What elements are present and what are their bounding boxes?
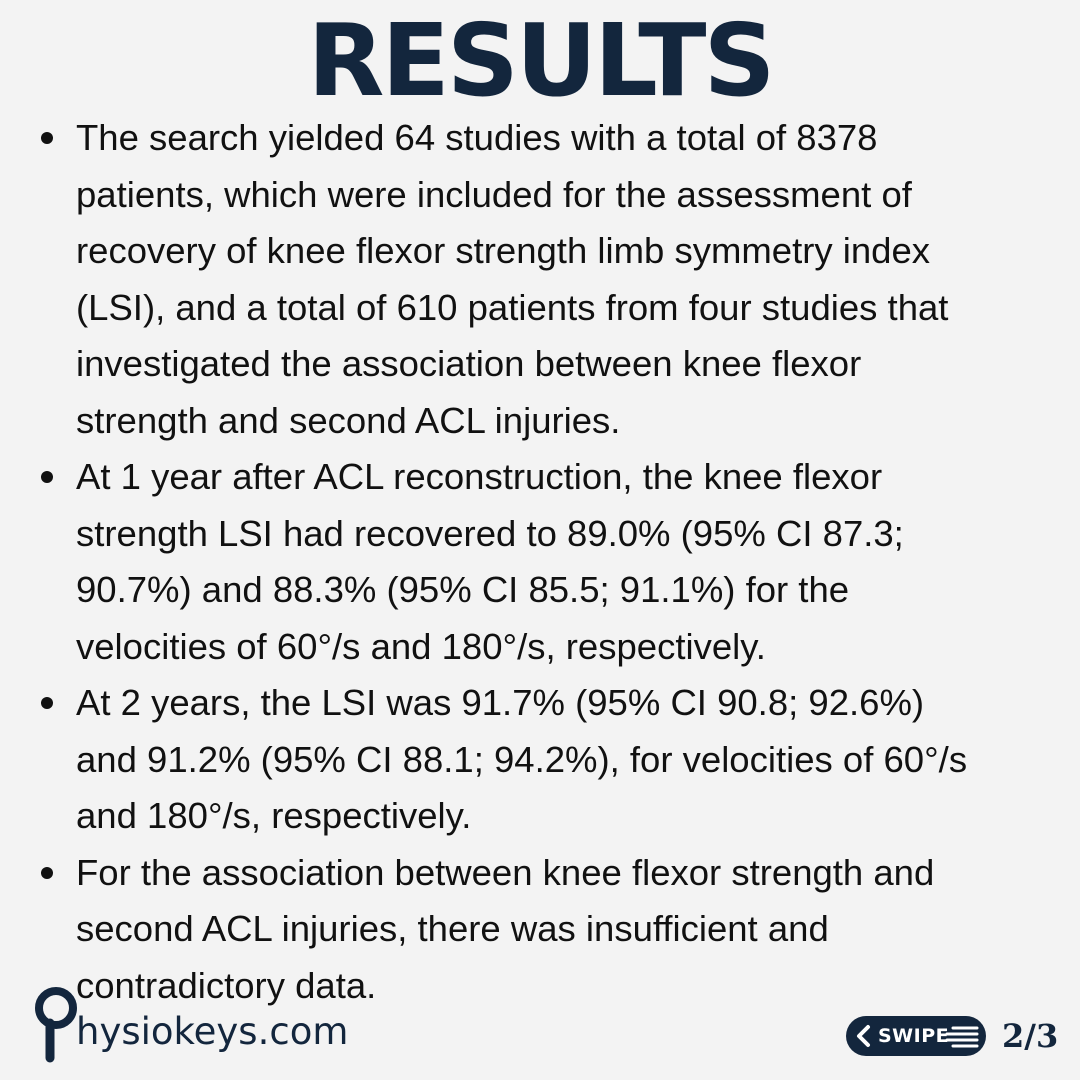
- bullet-line: and 180°/s, respectively.: [76, 795, 472, 836]
- bullet-dot-icon: [41, 132, 53, 144]
- bullet-line: The search yielded 64 studies with a total of 8378: [76, 117, 878, 158]
- page-indicator: 2/3: [1002, 1017, 1059, 1055]
- bullet-line: strength LSI had recovered to 89.0% (95% CI 87.3;: [76, 512, 904, 554]
- result-bullet: [36, 675, 1066, 845]
- result-bullet: [36, 449, 1066, 675]
- bullet-line: For the association between knee flexor strength and: [76, 851, 935, 893]
- logo-text: hysiokeys.com: [76, 1010, 349, 1053]
- result-bullet: [36, 110, 1066, 449]
- page-title: RESULTS: [307, 2, 773, 119]
- swipe-button[interactable]: [846, 1016, 986, 1056]
- bullet-line: velocities of 60°/s and 180°/s, respectively.: [76, 625, 766, 667]
- bullet-line: strength and second ACL injuries.: [76, 399, 621, 441]
- chevron-left-icon: [854, 1024, 874, 1048]
- bullet-line: and 91.2% (95% CI 88.1; 94.2%), for velocities of 60°/s: [76, 738, 968, 780]
- bullet-line: recovery of knee flexor strength limb symmetry index: [76, 230, 931, 271]
- physiokeys-logo[interactable]: [34, 986, 364, 1066]
- bullet-line: At 1 year after ACL reconstruction, the knee flexor: [76, 456, 883, 497]
- bullet-dot-icon: [41, 471, 53, 483]
- bullet-line: second ACL injuries, there was insufficient and: [76, 908, 829, 949]
- swipe-label: SWIPE: [878, 1025, 950, 1047]
- lines-icon: [943, 1025, 979, 1049]
- bullet-line: investigated the association between knee flexor: [76, 343, 862, 384]
- bullet-line: At 2 years, the LSI was 91.7% (95% CI 90.8; 92.6%): [76, 682, 925, 723]
- results-list: [36, 110, 1066, 1014]
- bullet-line: 90.7%) and 88.3% (95% CI 85.5; 91.1%) for the: [76, 569, 850, 610]
- bullet-dot-icon: [41, 867, 53, 879]
- bullet-line: patients, which were included for the assessment of: [76, 173, 912, 215]
- bullet-line: contradictory data.: [76, 964, 377, 1006]
- bullet-dot-icon: [41, 697, 53, 709]
- bullet-line: (LSI), and a total of 610 patients from four studies that: [76, 286, 949, 328]
